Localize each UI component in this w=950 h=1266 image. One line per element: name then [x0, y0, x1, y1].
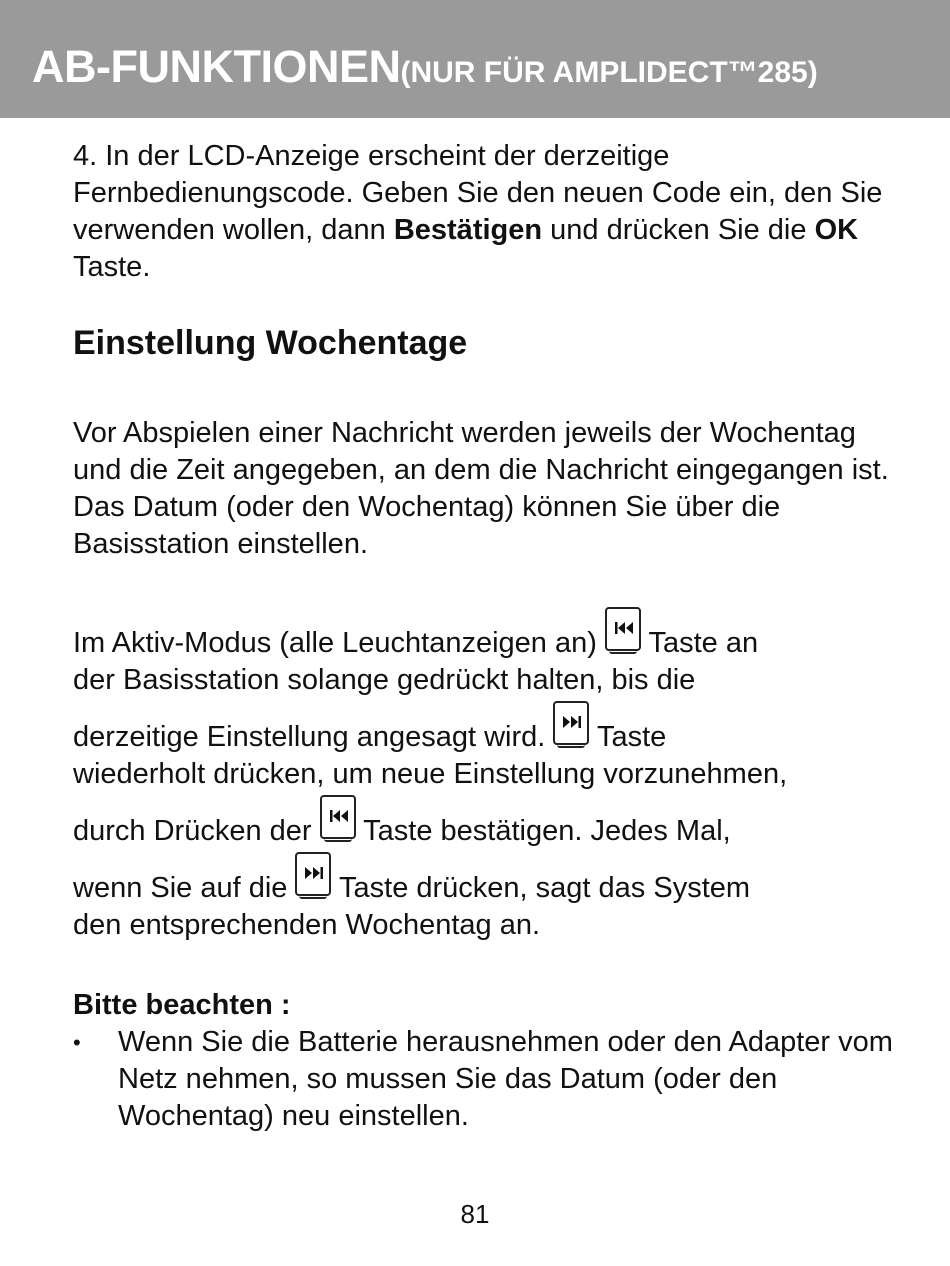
instruction-line-1 [73, 605, 893, 662]
instruction-line-6 [73, 850, 893, 907]
page-number: 81 [460, 1199, 490, 1229]
instruction-line-5-a: durch Drücken der [73, 815, 320, 847]
instruction-line-3-a: derzeitige Einstellung angesagt wird. [73, 721, 554, 753]
header-title: AB-FUNKTIONEN [32, 41, 401, 92]
instruction-line-3 [73, 699, 893, 756]
instruction-line-6-a: wenn Sie auf die [73, 872, 296, 904]
header-subtitle: (NUR FÜR AMPLIDECT™285) [400, 56, 818, 89]
page-content [73, 138, 893, 1135]
header-title-line [32, 41, 818, 92]
list-item [73, 1024, 893, 1135]
bullet-icon: • [73, 1030, 81, 1055]
instruction-line-2: der Basisstation solange gedrückt halten, bis die [73, 664, 696, 696]
skip-back-icon [320, 795, 356, 839]
step-4-paragraph [73, 138, 893, 286]
note-list [73, 1024, 893, 1135]
note-item-text: Wenn Sie die Batterie herausnehmen oder den Adapter vom Netz nehmen, so mussen Sie das Datum (oder den Wochentag) neu einstellen. [118, 1026, 893, 1132]
skip-back-icon [605, 607, 641, 651]
skip-forward-icon [553, 701, 589, 745]
skip-forward-icon [295, 852, 331, 896]
instruction-line-1-b: Taste an [640, 627, 759, 659]
section-title: Einstellung Wochentage [73, 324, 468, 362]
step-4-text-a: 4. In der LCD-Anzeige erscheint der derzeitige Fernbedienungscode. Geben Sie den neuen Code ein, den Sie verwenden wollen, dann [73, 140, 883, 246]
instruction-line-5 [73, 793, 893, 850]
instruction-line-6-b: Taste drücken, sagt das System [331, 872, 751, 904]
instruction-line-3-b: Taste [589, 721, 667, 753]
page-header [0, 0, 950, 118]
instruction-line-1-a: Im Aktiv-Modus (alle Leuchtanzeigen an) [73, 627, 605, 659]
step-4-bold-confirm: Bestätigen [393, 214, 543, 246]
instructions-paragraph [73, 605, 893, 944]
instruction-line-7: den entsprechenden Wochentag an. [73, 909, 541, 941]
note-title: Bitte beachten : [73, 989, 291, 1021]
section-intro: Vor Abspielen einer Nachricht werden jeweils der Wochentag und die Zeit angegeben, an dem die Nachricht eingegangen ist. Das Datum (oder den Wochentag) können Sie über die Basisstation einstellen. [73, 417, 889, 560]
step-4-bold-ok: OK [814, 214, 859, 246]
step-4-text-b: und drücken Sie die [542, 214, 815, 246]
step-4-text-c: Taste. [73, 251, 151, 283]
instruction-line-5-b: Taste bestätigen. Jedes Mal, [355, 815, 731, 847]
instruction-line-4: wiederholt drücken, um neue Einstellung vorzunehmen, [73, 758, 788, 790]
